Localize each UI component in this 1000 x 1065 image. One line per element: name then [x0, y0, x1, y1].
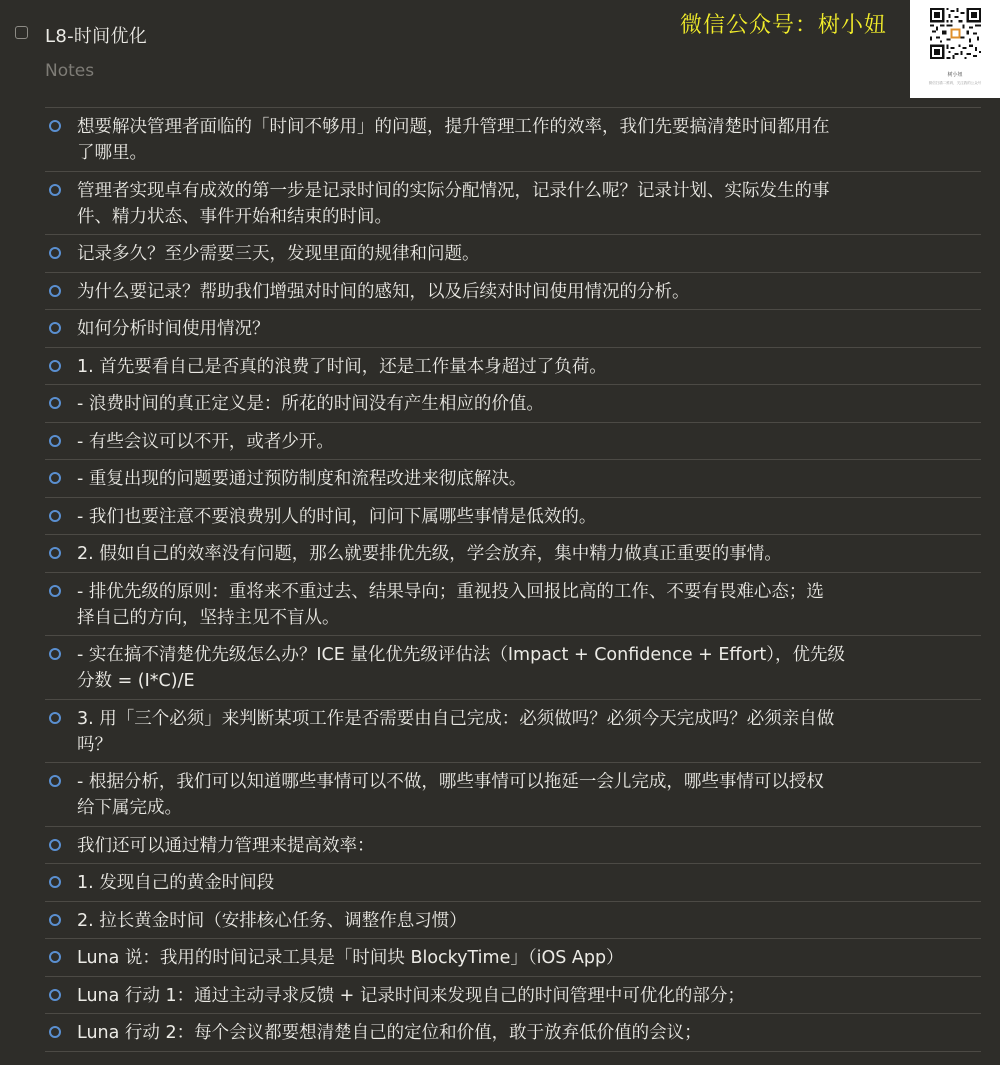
task-complete-checkbox[interactable] — [15, 26, 28, 39]
note-line: Luna 行动 2：每个会议都要想清楚自己的定位和价值，敢于放弃低价值的会议； — [77, 1023, 702, 1043]
note-text[interactable] — [77, 466, 931, 492]
bullet-circle-icon[interactable] — [49, 775, 61, 787]
note-line: 记录多久？至少需要三天，发现里面的规律和问题。 — [77, 244, 480, 264]
note-line: - 重复出现的问题要通过预防制度和流程改进来彻底解决。 — [77, 469, 527, 489]
note-line: - 实在搞不清楚优先级怎么办？ICE 量化优先级评估法（Impact + Confidence + Effort），优先级 — [77, 645, 845, 665]
note-item[interactable] — [45, 535, 981, 573]
note-item[interactable] — [45, 864, 981, 902]
note-line: 给下属完成。 — [77, 798, 182, 818]
note-line: 2. 拉长黄金时间（安排核心任务、调整作息习惯） — [77, 910, 467, 931]
note-item[interactable] — [45, 310, 981, 348]
note-line: 3. 用「三个必须」来判断某项工作是否需要由自己完成：必须做吗？必须今天完成吗？必须亲自做 — [77, 708, 835, 729]
note-text[interactable] — [77, 241, 931, 267]
note-text[interactable] — [77, 983, 931, 1009]
qr-account-name: 树小妞 — [947, 72, 963, 78]
note-item[interactable] — [45, 348, 981, 386]
note-line: 我们还可以通过精力管理来提高效率： — [77, 835, 375, 856]
bullet-circle-icon[interactable] — [49, 876, 61, 888]
bullet-circle-icon[interactable] — [49, 322, 61, 334]
bullet-circle-icon[interactable] — [49, 951, 61, 963]
note-line: 1. 首先要看自己是否真的浪费了时间，还是工作量本身超过了负荷。 — [77, 356, 607, 377]
note-item[interactable] — [45, 108, 981, 172]
note-line: 择自己的方向，坚持主见不盲从。 — [77, 607, 340, 628]
note-text[interactable] — [77, 870, 931, 896]
note-line: - 有些会议可以不开，或者少开。 — [77, 431, 334, 452]
note-text[interactable] — [77, 504, 931, 530]
note-line: 想要解决管理者面临的「时间不够用」的问题，提升管理工作的效率，我们先要搞清楚时间都用在 — [77, 117, 830, 137]
note-item[interactable] — [45, 636, 981, 700]
note-text[interactable] — [77, 178, 931, 230]
note-item[interactable] — [45, 273, 981, 311]
note-item[interactable] — [45, 172, 981, 236]
note-text[interactable] — [77, 1020, 931, 1046]
note-line: - 我们也要注意不要浪费别人的时间，问问下属哪些事情是低效的。 — [77, 506, 597, 527]
bullet-circle-icon[interactable] — [49, 247, 61, 259]
note-item[interactable] — [45, 939, 981, 977]
note-text[interactable] — [77, 579, 931, 631]
note-text[interactable] — [77, 706, 931, 758]
wechat-watermark: 微信公众号：树小妞 — [680, 13, 888, 38]
note-line: 1. 发现自己的黄金时间段 — [77, 873, 275, 893]
note-line: - 排优先级的原则：重将来不重过去、结果导向；重视投入回报比高的工作、不要有畏难心态；选 — [77, 581, 824, 602]
bullet-circle-icon[interactable] — [49, 285, 61, 297]
note-line: Luna 说：我用的时间记录工具是「时间块 BlockyTime」（iOS App） — [77, 948, 624, 968]
note-item[interactable] — [45, 423, 981, 461]
bullet-circle-icon[interactable] — [49, 648, 61, 660]
bullet-circle-icon[interactable] — [49, 435, 61, 447]
note-line: 吗？ — [77, 734, 112, 755]
notes-list — [45, 107, 981, 1052]
note-line: 2. 假如自己的效率没有问题，那么就要排优先级，学会放弃，集中精力做真正重要的事情。 — [77, 544, 782, 564]
bullet-circle-icon[interactable] — [49, 712, 61, 724]
note-text[interactable] — [77, 541, 931, 567]
note-item[interactable] — [45, 700, 981, 764]
qr-code-card — [910, 0, 1000, 98]
notes-label: Notes — [45, 61, 95, 81]
note-text[interactable] — [77, 769, 931, 821]
note-item[interactable] — [45, 460, 981, 498]
note-item[interactable] — [45, 827, 981, 865]
note-text[interactable] — [77, 114, 931, 166]
bullet-circle-icon[interactable] — [49, 397, 61, 409]
note-text[interactable] — [77, 391, 931, 417]
note-line: - 浪费时间的真正定义是：所花的时间没有产生相应的价值。 — [77, 394, 544, 414]
qr-hint-text: 微信扫描二维码，关注我的公众号 — [928, 81, 982, 85]
note-text[interactable] — [77, 429, 931, 455]
qr-code-icon — [930, 8, 981, 59]
note-line: - 根据分析，我们可以知道哪些事情可以不做，哪些事情可以拖延一会儿完成，哪些事情可以授权 — [77, 772, 824, 792]
note-text[interactable] — [77, 945, 931, 971]
bullet-circle-icon[interactable] — [49, 914, 61, 926]
note-line: 如何分析时间使用情况？ — [77, 319, 270, 339]
task-title[interactable]: L8-时间优化 — [45, 26, 148, 47]
note-line: Luna 行动 1：通过主动寻求反馈 + 记录时间来发现自己的时间管理中可优化的部分； — [77, 985, 745, 1006]
note-text[interactable] — [77, 642, 931, 694]
note-text[interactable] — [77, 354, 931, 380]
bullet-circle-icon[interactable] — [49, 585, 61, 597]
bullet-circle-icon[interactable] — [49, 510, 61, 522]
note-text[interactable] — [77, 316, 931, 342]
note-item[interactable] — [45, 902, 981, 940]
note-line: 分数 = (I*C)/E — [77, 671, 195, 691]
bullet-circle-icon[interactable] — [49, 989, 61, 1001]
bullet-circle-icon[interactable] — [49, 472, 61, 484]
note-text[interactable] — [77, 908, 931, 934]
note-item[interactable] — [45, 235, 981, 273]
note-line: 件、精力状态、事件开始和结束的时间。 — [77, 206, 392, 227]
note-line: 管理者实现卓有成效的第一步是记录时间的实际分配情况，记录什么呢？记录计划、实际发生的事 — [77, 180, 830, 201]
note-line: 为什么要记录？帮助我们增强对时间的感知，以及后续对时间使用情况的分析。 — [77, 281, 690, 302]
note-text[interactable] — [77, 279, 931, 305]
bullet-circle-icon[interactable] — [49, 360, 61, 372]
bullet-circle-icon[interactable] — [49, 1026, 61, 1038]
note-item[interactable] — [45, 385, 981, 423]
note-item[interactable] — [45, 977, 981, 1015]
bullet-circle-icon[interactable] — [49, 547, 61, 559]
note-text[interactable] — [77, 833, 931, 859]
note-item[interactable] — [45, 498, 981, 536]
task-header — [0, 0, 1000, 100]
note-line: 了哪里。 — [77, 143, 147, 163]
note-item[interactable] — [45, 763, 981, 827]
bullet-circle-icon[interactable] — [49, 839, 61, 851]
bullet-circle-icon[interactable] — [49, 120, 61, 132]
note-item[interactable] — [45, 573, 981, 637]
bullet-circle-icon[interactable] — [49, 184, 61, 196]
note-item[interactable] — [45, 1014, 981, 1052]
